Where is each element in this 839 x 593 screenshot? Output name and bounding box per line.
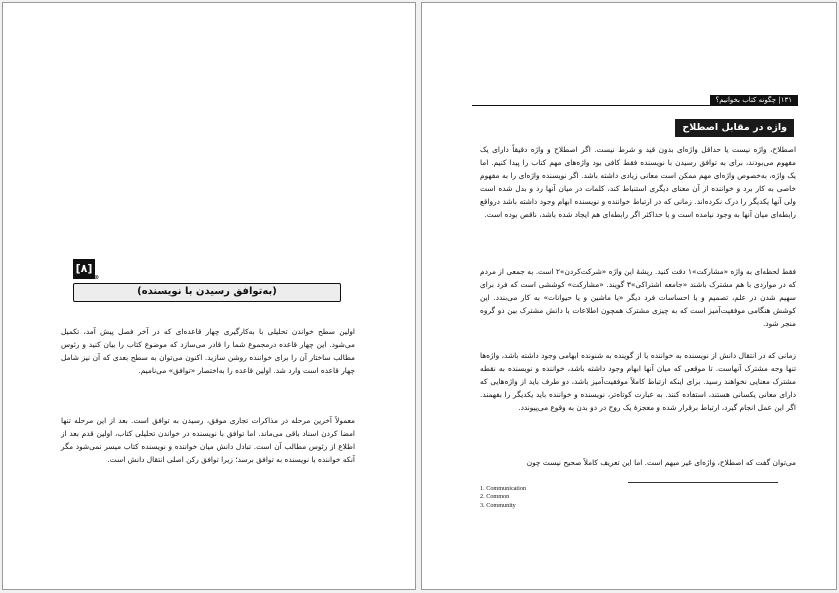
- footnote-item: 1. Communication: [480, 485, 527, 492]
- left-page: [2, 2, 416, 590]
- right-paragraph-1: اصطلاح، واژه نیست یا حداقل واژه‌ای بدون قید و شرط نیست. اگر اصطلاح و واژه دقیقاً دارای یک مفهوم می‌بودند، برای به توافق رسیدن با نویسنده فقط کافی بود واژه‌های مهم کتاب را پیدا کنیم. اما یک واژه، به‌خصوص واژه‌ای مهم ممکن است معانی زیادی داشته باشد. اگر نویسنده واژه‌ای را به مفهوم خاصی به کار برد و خواننده از آن معنای دیگری استنباط کند، کلمات در میان آنها رد و بدل شده است ولی آنها یکدیگر را درک نکرده‌اند. زمانی که در ارتباط خواننده و نویسنده ابهام وجود داشته باشد درواقع رابطه‌ای میان آنها به وجود نیامده است و یا حداکثر اگر رابطه‌ای هم ایجاد شده باشد، ناقص بوده است.: [480, 145, 796, 219]
- running-head-label: ۱۳۱| چگونه کتاب بخوانیم؟: [710, 95, 798, 106]
- section-heading: واژه در مقابل اصطلاح: [675, 119, 794, 137]
- left-paragraph-2: معمولاً آخرین مرحله در مذاکرات تجاری موفق، رسیدن به توافق است. بعد از این مرحله تنها امضا کردن اسناد باقی می‌ماند. اما توافق با نویسنده در خواندن تحلیلی کتاب، اولین قدم بعد از اطلاع از رئوس مطالب آن است. تبادل دانش میان خواننده و نویسنده کتاب میسر نمی‌شود مگر آنکه خواننده با نویسنده به توافق برسد؛ زیرا توافق رکن اصلی انتقال دانش است.: [61, 416, 355, 464]
- right-page: [421, 2, 837, 590]
- chapter-number: [۸]: [73, 259, 95, 279]
- footnotes: [480, 485, 778, 510]
- right-paragraph-4: می‌توان گفت که اصطلاح، واژه‌ای غیر مبهم است. اما این تعریف کاملاً صحیح نیست چون: [526, 458, 796, 467]
- chapter-ornament-icon: ⊗: [94, 274, 100, 281]
- right-paragraph-3: زمانی که در انتقال دانش از نویسنده به خواننده یا از گوینده به شنونده ابهامی وجود داشته باشد، واژه‌ها تنها وجه مشترک آنهاست. تا موقعی که میان آنها ابهام وجود داشته باشد، خواننده و نویسنده به نقطه مشترک معنایی نخواهند رسید. برای اینکه ارتباط کاملاً موفقیت‌آمیز باشد، دو طرف باید از واژه‌هایی که دارای معانی یکسانی هستند، استفاده کنند. به عبارت کوتاه‌تر، نویسنده و خواننده باید یکدیگر را بفهمند. اگر این عمل انجام گیرد، ارتباط برقرار شده و معجزهٔ یک روح در دو بدن به وقوع می‌پیوندد.: [480, 351, 796, 412]
- footnote-item: 3. Community: [480, 501, 516, 509]
- footnote-rule: [628, 482, 778, 483]
- right-paragraph-2: فقط لحظه‌ای به واژه «مشارکت»۱ دقت کنید. ریشهٔ این واژه «شرکت‌کردن»۲ است. به جمعی از مردم که در مواردی با هم مشترک باشند «جامعه اشتراکی»۳ گویند. «مشارکت» کوششی است که فرد برای سهیم شدن در علم، تصمیم و یا احساسات فرد دیگر «یا ماشین و یا حیوانات» به کار می‌بندد. این کوشش هنگامی موفقیت‌آمیز است که به چیزی مشترک همچون اطلاعات یا دانش مشترک بین دو گروه منجر شود.: [480, 267, 796, 328]
- footnote-item: 2. Common: [480, 493, 510, 501]
- left-paragraph-1: اولین سطح خواندن تحلیلی با به‌کارگیری چهار قاعده‌ای که در آخر فصل پیش آمد، تکمیل می‌شود. این چهار قاعده درمجموع شما را قادر می‌سازد که موضوع کتاب را بیان کنید و رئوس مطالب ساختار آن را برای خواننده روشن سازید. اکنون می‌توان به سطح بعدی که آن نیز شامل چهار قاعده است وارد شد. اولین قاعده را به‌اختصار «توافق» می‌نامیم.: [61, 327, 355, 375]
- running-head: [472, 95, 798, 107]
- chapter-title: (به‌توافق رسیدن با نویسنده): [73, 283, 341, 302]
